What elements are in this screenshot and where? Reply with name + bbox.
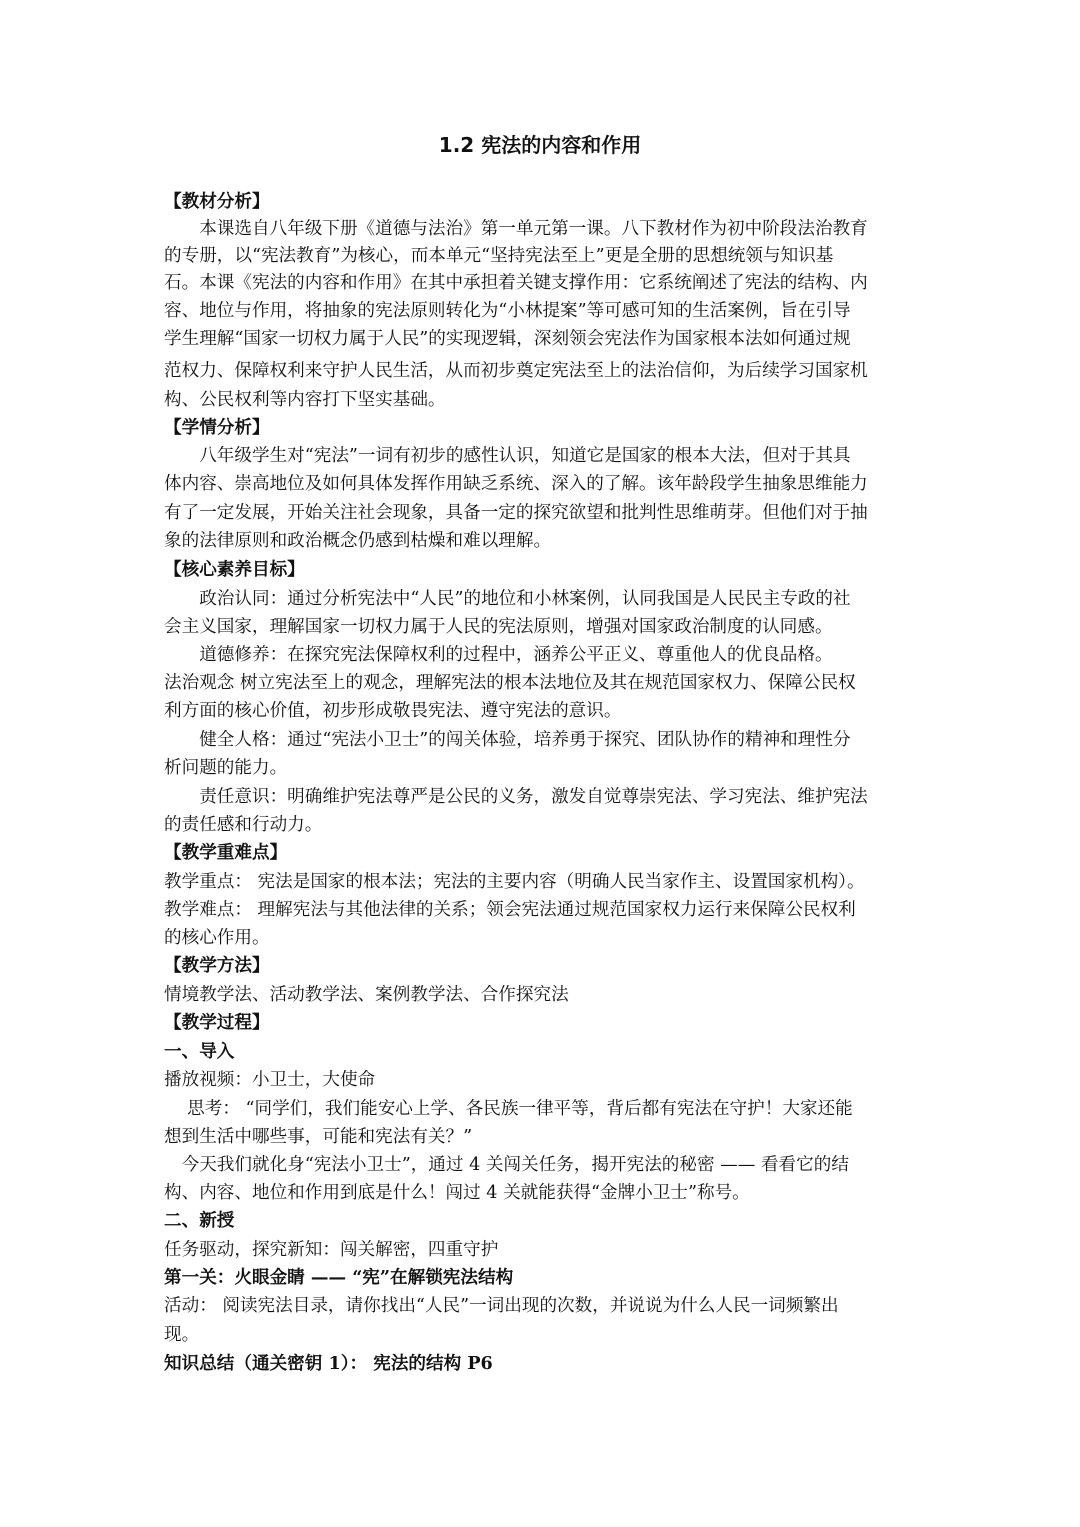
goals-line: 政治认同：通过分析宪法中“人民”的地位和小林案例，认同我国是人民民主专政的社: [164, 589, 851, 609]
intro-line: 思考： “同学们，我们能安心上学、各民族一律平等，背后都有宪法在守护！大家还能: [164, 1099, 853, 1119]
student-line: 有了一定发展，开始关注社会现象，具备一定的探究欲望和批判性思维萌芽。但他们对于抽: [164, 503, 868, 523]
student-line: 八年级学生对“宪法”一词有初步的感性认识，知道它是国家的根本大法，但对于其具: [164, 446, 851, 466]
section-heading-textbook: 【教材分析】: [164, 191, 270, 212]
goals-line: 利方面的核心价值，初步形成敬畏宪法、遵守宪法的意识。: [164, 701, 622, 721]
section-heading-goals: 【核心素养目标】: [164, 559, 305, 580]
goals-line: 道德修养：在探究宪法保障权利的过程中，涵养公平正义、尊重他人的优良品格。: [164, 645, 833, 665]
intro-line: 想到生活中哪些事，可能和宪法有关？”: [164, 1127, 473, 1147]
textbook-line: 本课选自八年级下册《道德与法治》第一单元第一课。八下教材作为初中阶段法治教育: [164, 219, 868, 239]
intro-line: 播放视频：小卫士，大使命: [164, 1070, 376, 1090]
intro-heading: 一、导入: [164, 1041, 235, 1062]
goals-line: 健全人格：通过“宪法小卫士”的闯关体验，培养勇于探究、团队协作的精神和理性分: [164, 730, 851, 750]
keypoints-line: 的核心作用。: [164, 928, 270, 948]
methods-line: 情境教学法、活动教学法、案例教学法、合作探究法: [164, 985, 569, 1005]
student-line: 体内容、崇高地位及如何具体发挥作用缺乏系统、深入的了解。该年龄段学生抽象思维能力: [164, 474, 868, 494]
goals-line: 析问题的能力。: [164, 758, 288, 778]
knowledge-summary-heading: 知识总结（通关密钥 1）： 宪法的结构 P6: [164, 1353, 493, 1374]
goals-line: 法治观念 树立宪法至上的观念，理解宪法的根本法地位及其在规范国家权力、保障公民权: [164, 673, 856, 693]
goals-line: 会主义国家，理解国家一切权力属于人民的宪法原则，增强对国家政治制度的认同感。: [164, 617, 833, 637]
student-line: 象的法律原则和政治概念仍感到枯燥和难以理解。: [164, 531, 552, 551]
page-title: 1.2 宪法的内容和作用: [438, 133, 642, 157]
goals-line: 责任意识：明确维护宪法尊严是公民的义务，激发自觉尊崇宪法、学习宪法、维护宪法: [164, 787, 868, 807]
section-heading-keypoints: 【教学重难点】: [164, 842, 288, 863]
new-lesson-heading: 二、新授: [164, 1210, 235, 1231]
textbook-line: 石。本课《宪法的内容和作用》在其中承担着关键支撑作用：它系统阐述了宪法的结构、内: [164, 273, 868, 293]
level1-heading: 第一关：火眼金睛 —— “宪”在解锁宪法结构: [164, 1267, 514, 1288]
textbook-line: 范权力、保障权利来守护人民生活，从而初步奠定宪法至上的法治信仰，为后续学习国家机: [164, 361, 868, 381]
textbook-line: 学生理解“国家一切权力属于人民”的实现逻辑，深刻领会宪法作为国家根本法如何通过规: [164, 329, 851, 349]
section-heading-process: 【教学过程】: [164, 1012, 270, 1033]
section-heading-student: 【学情分析】: [164, 417, 270, 438]
textbook-line: 的专册，以“宪法教育”为核心，而本单元“坚持宪法至上”更是全册的思想统领与知识基: [164, 246, 834, 266]
level1-line: 现。: [164, 1325, 200, 1345]
keypoints-line: 教学重点： 宪法是国家的根本法；宪法的主要内容（明确人民当家作主、设置国家机构）。: [164, 872, 865, 892]
textbook-line: 容、地位与作用，将抽象的宪法原则转化为“小林提案”等可感可知的生活案例，旨在引导: [164, 301, 851, 321]
keypoints-line: 教学难点： 理解宪法与其他法律的关系；领会宪法通过规范国家权力运行来保障公民权利: [164, 900, 856, 920]
new-lesson-line: 任务驱动，探究新知：闯关解密，四重守护: [164, 1240, 499, 1260]
goals-line: 的责任感和行动力。: [164, 815, 323, 835]
intro-line: 今天我们就化身“宪法小卫士”，通过 4 关闯关任务，揭开宪法的秘密 —— 看看它的结: [164, 1155, 849, 1175]
level1-line: 活动： 阅读宪法目录，请你找出“人民”一词出现的次数，并说说为什么人民一词频繁出: [164, 1296, 839, 1316]
section-heading-methods: 【教学方法】: [164, 955, 270, 976]
intro-line: 构、内容、地位和作用到底是什么！闯过 4 关就能获得“金牌小卫士”称号。: [164, 1183, 750, 1203]
textbook-line: 构、公民权利等内容打下坚实基础。: [164, 390, 446, 410]
